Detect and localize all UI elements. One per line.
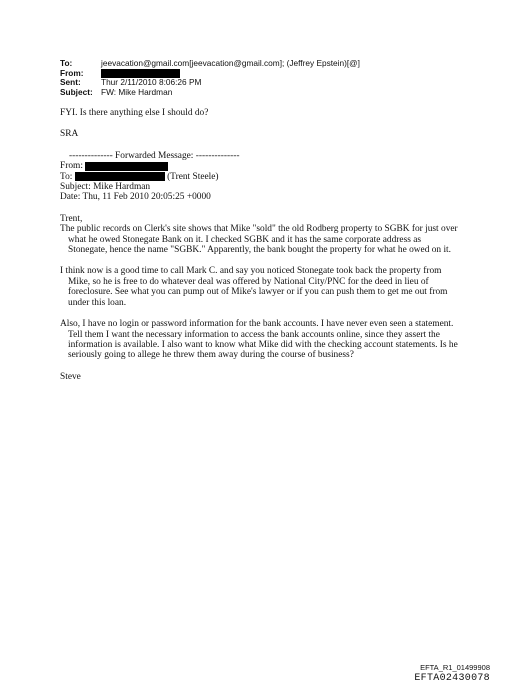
fwd-to-label: To: xyxy=(60,171,73,182)
fwd-date: Date: Thu, 11 Feb 2010 20:05:25 +0000 xyxy=(60,192,211,203)
fwd-to-row xyxy=(60,172,460,182)
sent-value: Thur 2/11/2010 8:06:26 PM xyxy=(101,77,202,88)
footer-ref-small: EFTA_R1_01499908 xyxy=(420,663,490,672)
fwd-from-row xyxy=(60,161,460,171)
to-value: jeevacation@gmail.com[jeevacation@gmail.com]; (Jeffrey Epstein)[@] xyxy=(101,58,360,68)
signoff-top: SRA xyxy=(60,129,79,140)
redaction-block xyxy=(75,172,165,181)
subject-value: FW: Mike Hardman xyxy=(101,86,173,97)
email-header xyxy=(60,59,360,97)
subject-row xyxy=(60,88,360,98)
paragraph-2: I think now is a good time to call Mark C. and say you noticed Stonegate took back the property from Mike, so he is free to do whatever deal was offered by National City/PNC for the deed in lieu of foreclosure. See what you can pump out of Mike's lawyer or if you can push them to get me out from under this loan. xyxy=(60,266,448,308)
signature: Steve xyxy=(60,371,81,382)
to-row xyxy=(60,59,360,69)
intro-line: FYI. Is there anything else I should do? xyxy=(60,108,209,118)
fwd-to-suffix: (Trent Steele) xyxy=(167,171,219,182)
email-body xyxy=(60,108,460,382)
greeting: Trent, xyxy=(60,213,83,224)
paragraph-3: Also, I have no login or password information for the bank accounts. I have never even seen a statement. Tell them I want the necessary information to access the bank accounts online, since they assert the information is available. I also want to know what Mike did with the checking account statements. Is he seriously going to allege he threw them away during the course of business? xyxy=(60,319,458,361)
subject-label: Subject: xyxy=(60,86,93,97)
fwd-subject: Subject: Mike Hardman xyxy=(60,182,151,193)
sent-label: Sent: xyxy=(60,77,81,88)
forward-header: -------------- Forwarded Message: -------------- xyxy=(69,150,240,161)
fwd-from-label: From: xyxy=(60,161,83,172)
footer-ref-large: EFTA02430078 xyxy=(414,673,490,684)
from-label: From: xyxy=(60,67,84,78)
paragraph-1: The public records on Clerk's site shows that Mike "sold" the old Rodberg property to SGBK for just over what he owed Stonegate Bank on it. I checked SGBK and it has the same corporate address as Stonegate, hence the name "SGBK." Apparently, the bank bought the property for what he owed on it. xyxy=(60,224,458,256)
redaction-block xyxy=(85,162,168,171)
to-label: To: xyxy=(60,58,73,68)
